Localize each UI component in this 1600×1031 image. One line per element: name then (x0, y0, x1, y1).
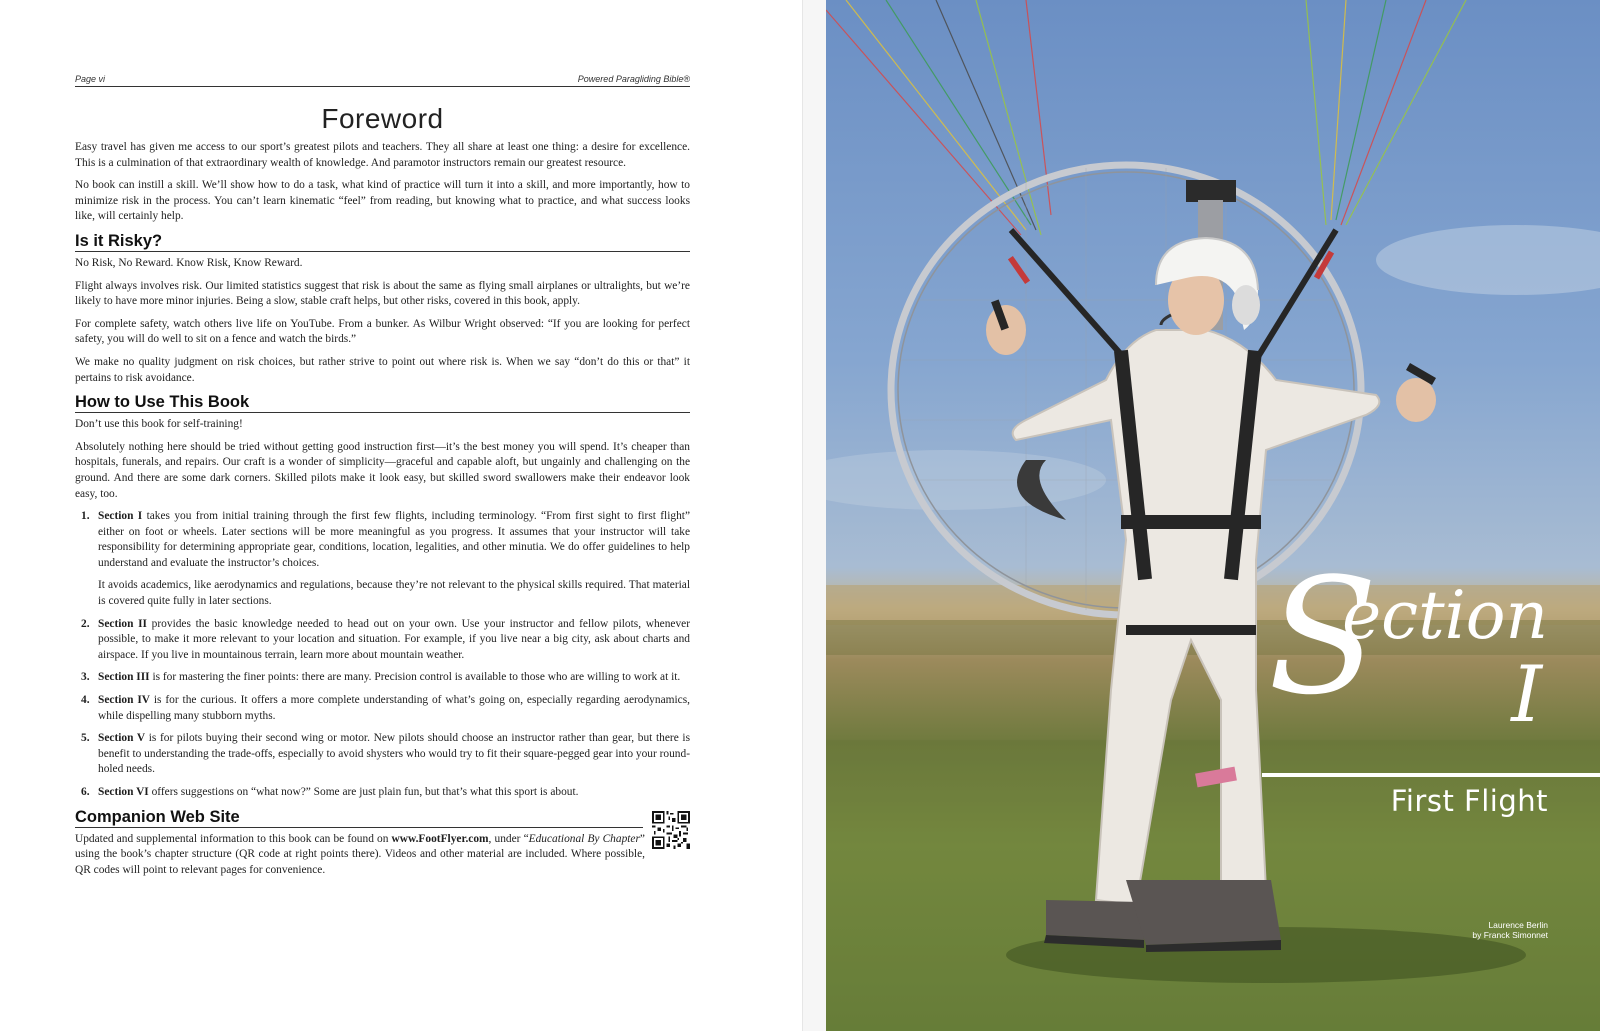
list-item (75, 509, 690, 610)
page-title: Foreword (321, 103, 444, 134)
footflyer-link[interactable]: www.FootFlyer.com (391, 832, 489, 845)
credit-photographer: by Franck Simonnet (1472, 930, 1548, 940)
section-desc: is for pilots buying their second wing or motor. New pilots should choose an instructor rather than gear, but there is benefit to understanding the trade-offs, especially to avoid shysters who would try to fit their square-pegged gear into your round-holed needs. (98, 732, 690, 776)
section-desc: takes you from initial training through the first few flights, including terminology. “From first sight to first flight” either on foot or wheels. Later sections will be more meaningful as you progress. It assumes that your instructor will take responsibility for determining appropriate gear, conditions, location, legalities, and other minutia. We do offer guidelines to help understand and evaluate the instructor’s choices. (98, 510, 691, 569)
companion-web-site (75, 808, 690, 879)
list-number: 6. (81, 786, 90, 798)
qr-code-icon[interactable] (652, 811, 690, 849)
foreword-content (75, 103, 690, 885)
heading-companion-web-site: Companion Web Site (75, 808, 643, 828)
list-item (75, 670, 690, 686)
section-word (1268, 543, 1548, 740)
section-title (1268, 543, 1548, 740)
section-desc: is for the curious. It offers a more complete understanding of what’s going on, especially regarding aerodynamics, while dispelling many stubborn myths. (98, 694, 690, 722)
section-name: Section VI (98, 786, 149, 798)
photo-credit (1472, 920, 1548, 940)
list-number: 1. (81, 510, 90, 523)
running-header (75, 73, 690, 87)
intro-paragraph-2: No book can instill a skill. We’ll show how to do a task, what kind of practice will turn it into a skill, and more importantly, how to minimize risk in the process. You can’t learn kinematic “feel” from reading, but knowing what to practice, and what success looks like, will certainly help. (75, 179, 690, 223)
section-name: Section V (98, 732, 146, 745)
heading-is-it-risky: Is it Risky? (75, 232, 690, 252)
section-name: Section III (98, 671, 150, 684)
list-number: 4. (81, 694, 90, 707)
section-desc: provides the basic knowledge needed to head out on your own. Use your instructor and fellow pilots, whenever possible, to make it more relevant to your location and situation. For example, if you live near a big city, ask about charts and airspace. If you live in mountainous terrain, learn more about mountain weather. (98, 617, 691, 661)
list-item (75, 785, 690, 801)
section-number: I (1511, 650, 1542, 740)
risky-paragraph-4: We make no quality judgment on risk choices, but rather strive to point out where risk is. When we say “don’t do this or that” it pertains to risk avoidance. (75, 355, 690, 384)
educational-by-chapter-label: Educational By Chapter (528, 832, 640, 845)
risky-paragraph-3: For complete safety, watch others live life on YouTube. From a bunker. As Wilbur Wright observed: “If you are looking for perfect safety, you will do well to sit on a fence and watch the birds.” (75, 317, 690, 346)
list-item (75, 731, 690, 778)
section-desc: is for mastering the finer points: there are many. Precision control is available to those who are willing to work at it. (149, 671, 681, 684)
howto-paragraph-1: Don’t use this book for self-training! (75, 418, 243, 431)
howto-paragraph-2: Absolutely nothing here should be tried without getting good instruction first—it’s the best money you will spend. It’s cheaper than hospitals, funerals, and repairs. Our craft is a wonder of simplicity—graceful and capable aloft, but ungainly and challenging on the ground. And there are some dark corners. Skilled pilots make it look easy, but skilled sword swallowers make their endeavor look easy, too. (75, 440, 690, 500)
section-name: Section I (98, 510, 143, 523)
section-desc-extra: It avoids academics, like aerodynamics and regulations, because they’re not relevant to the physical skills required. That material is covered quite fully in later sections. (98, 579, 690, 608)
risky-paragraph-2: Flight always involves risk. Our limited statistics suggest that risk is about the same as flying small airplanes or ultralights, but we’re likely to have more minor injuries. Being a slow, stable craft helps, but other risks, covered in this book, apply. (75, 279, 690, 308)
credit-subject: Laurence Berlin (1488, 920, 1548, 930)
intro-paragraph-1: Easy travel has given me access to our sport’s greatest pilots and teachers. They all share at least one thing: a desire for excellence. This is a culmination of that extraordinary wealth of knowledge. And paramotor instructors remain our greatest resource. (75, 141, 690, 169)
book-title: Powered Paragliding Bible® (577, 74, 690, 84)
list-item (75, 693, 690, 724)
section-name: Section II (98, 617, 147, 630)
section-opener-photo (826, 0, 1600, 1031)
section-subtitle: First Flight (1390, 784, 1548, 818)
pilot-photo-illustration (826, 0, 1600, 1031)
list-number: 5. (81, 732, 90, 745)
list-number: 2. (81, 617, 90, 630)
list-number: 3. (81, 671, 90, 684)
section-list (75, 509, 690, 801)
list-item (75, 617, 690, 664)
section-word-rest: ection (1342, 577, 1548, 654)
risky-paragraph-1: No Risk, No Reward. Know Risk, Know Reward. (75, 256, 303, 269)
section-name: Section IV (98, 694, 150, 707)
section-title-rule (1262, 773, 1600, 777)
page-number: Page vi (75, 74, 106, 84)
companion-paragraph: Updated and supplemental information to this book can be found on www.FootFlyer.com, under “Educational By Chapter” using the book’s chapter structure (QR code at right points there). Videos and other material are included. Where possible, QR codes will point to relevant pages for convenience. (75, 832, 645, 876)
heading-how-to-use: How to Use This Book (75, 393, 690, 413)
section-desc: offers suggestions on “what now?” Some are just plain fun, but that’s what this sport is about. (148, 786, 579, 798)
page-gutter (802, 0, 826, 1031)
section-word-initial: S (1268, 543, 1378, 730)
